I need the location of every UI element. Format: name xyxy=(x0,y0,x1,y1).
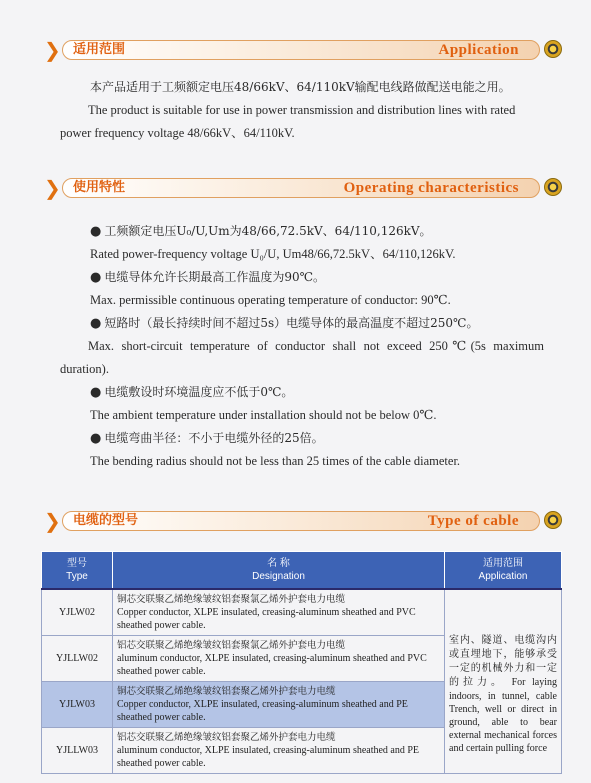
header-designation xyxy=(113,552,445,590)
operating-item-text: 电缆敷设时环境温度应不低于0℃。 xyxy=(104,385,294,399)
header-type xyxy=(42,552,113,590)
chevron-right-icon: ❯ xyxy=(44,38,61,62)
operating-item-text: 短路时（最长持续时间不超过5s）电缆导体的最高温度不超过250℃。 xyxy=(104,316,479,330)
cell-designation xyxy=(113,636,445,682)
operating-item-cn xyxy=(90,312,478,335)
section-title-cn: 适用范围 xyxy=(73,42,126,57)
section-title-en: Type of cable xyxy=(427,513,519,529)
cable-type-table xyxy=(41,551,562,774)
chevron-right-icon: ❯ xyxy=(44,176,61,200)
operating-item-cn xyxy=(90,220,432,243)
section-title-cn: 电缆的型号 xyxy=(73,513,139,528)
operating-item-text: 电缆导体允许长期最高工作温度为90℃。 xyxy=(104,270,326,284)
operating-item-cn xyxy=(90,381,293,404)
operating-item-en: Max. short-circuit temperature of conductor shall not exceed 250℃(5s maximum duration). xyxy=(60,339,544,376)
application-cn: 本产品适用于工频额定电压48/66kV、64/110kV输配电线路做配送电能之用。 xyxy=(90,80,511,94)
bullet-disc-icon xyxy=(544,40,562,58)
bullet-icon: ● xyxy=(90,385,102,400)
chevron-right-icon: ❯ xyxy=(44,509,61,533)
cell-designation xyxy=(113,589,445,636)
designation-en: Copper conductor, XLPE insulated, creasing-aluminum sheathed and PE sheathed power cable. xyxy=(117,699,408,723)
designation-en: aluminum conductor, XLPE insulated, creasing-aluminum sheathed and PVC sheathed power cable. xyxy=(117,653,427,677)
bullet-disc-icon xyxy=(544,511,562,529)
section-bar xyxy=(62,40,540,60)
header-application-cn: 适用范围 xyxy=(483,558,523,569)
designation-cn: 铜芯交联聚乙烯绝缘皱纹铝套聚乙烯外护套电力电缆 xyxy=(117,686,336,697)
header-application-en: Application xyxy=(478,571,528,582)
section-bar xyxy=(62,178,540,198)
operating-item-en: Rated power-frequency voltage U₀/U, Um48/66,72.5kV、64/110,126kV. xyxy=(90,247,456,261)
designation-cn: 铜芯交联聚乙烯绝缘皱纹铝套聚氯乙烯外护套电力电缆 xyxy=(117,594,346,605)
header-type-en: Type xyxy=(66,571,88,582)
cell-type: YJLLW02 xyxy=(42,636,113,682)
designation-en: aluminum conductor, XLPE insulated, creasing-aluminum sheathed and PE sheathed power cable. xyxy=(117,745,420,769)
header-designation-cn: 名 称 xyxy=(267,558,290,569)
cell-type: YJLW02 xyxy=(42,589,113,636)
bullet-icon: ● xyxy=(90,270,102,285)
section-header-operating xyxy=(44,177,564,199)
cell-type: YJLLW03 xyxy=(42,728,113,774)
table-header-row xyxy=(42,552,562,590)
cell-designation xyxy=(113,728,445,774)
application-en-text: For laying indoors, in tunnel, cable Trench, well or direct in ground, able to bear external mechanical forces and certain pulling force xyxy=(449,677,558,754)
designation-cn: 铝芯交联聚乙烯绝缘皱纹铝套聚乙烯外护套电力电缆 xyxy=(117,732,336,743)
operating-item-en: The bending radius should not be less than 25 times of the cable diameter. xyxy=(90,454,461,468)
section-title-cn: 使用特性 xyxy=(73,180,126,195)
header-designation-en: Designation xyxy=(252,571,305,582)
bullet-icon: ● xyxy=(90,431,102,446)
section-bar xyxy=(62,511,540,531)
application-en: The product is suitable for use in power transmission and distribution lines with rated power frequency voltage 48/66kV、64/110kV. xyxy=(60,103,516,140)
designation-en: Copper conductor, XLPE insulated, creasing-aluminum sheathed and PVC sheathed power cable. xyxy=(117,607,416,631)
table-row xyxy=(42,589,562,636)
cell-type: YJLW03 xyxy=(42,682,113,728)
header-type-cn: 型号 xyxy=(67,558,87,569)
section-header-type xyxy=(44,510,564,532)
designation-cn: 铝芯交联聚乙烯绝缘皱纹铝套聚氯乙烯外护套电力电缆 xyxy=(117,640,346,651)
operating-item-en: The ambient temperature under installation should not be below 0℃. xyxy=(90,408,437,422)
bullet-icon: ● xyxy=(90,224,102,239)
operating-item-cn xyxy=(90,266,325,289)
operating-item-text: 工频额定电压U₀/U,Um为48/66,72.5kV、64/110,126kV。 xyxy=(104,224,432,238)
cell-designation xyxy=(113,682,445,728)
cell-application xyxy=(445,589,562,774)
section-header-application xyxy=(44,39,564,61)
section-title-en: Operating characteristics xyxy=(343,180,519,196)
section-title-en: Application xyxy=(438,42,519,58)
bullet-disc-icon xyxy=(544,178,562,196)
application-cn-text: 室内、隧道、电缆沟内或直埋地下，能够承受一定的机械外力和一定的拉力。 xyxy=(449,635,557,688)
header-application xyxy=(445,552,562,590)
bullet-icon: ● xyxy=(90,316,102,331)
operating-item-cn xyxy=(90,427,324,450)
operating-item-text: 电缆弯曲半径：不小于电缆外径的25倍。 xyxy=(104,431,324,445)
operating-item-en: Max. permissible continuous operating temperature of conductor: 90℃. xyxy=(90,293,451,307)
